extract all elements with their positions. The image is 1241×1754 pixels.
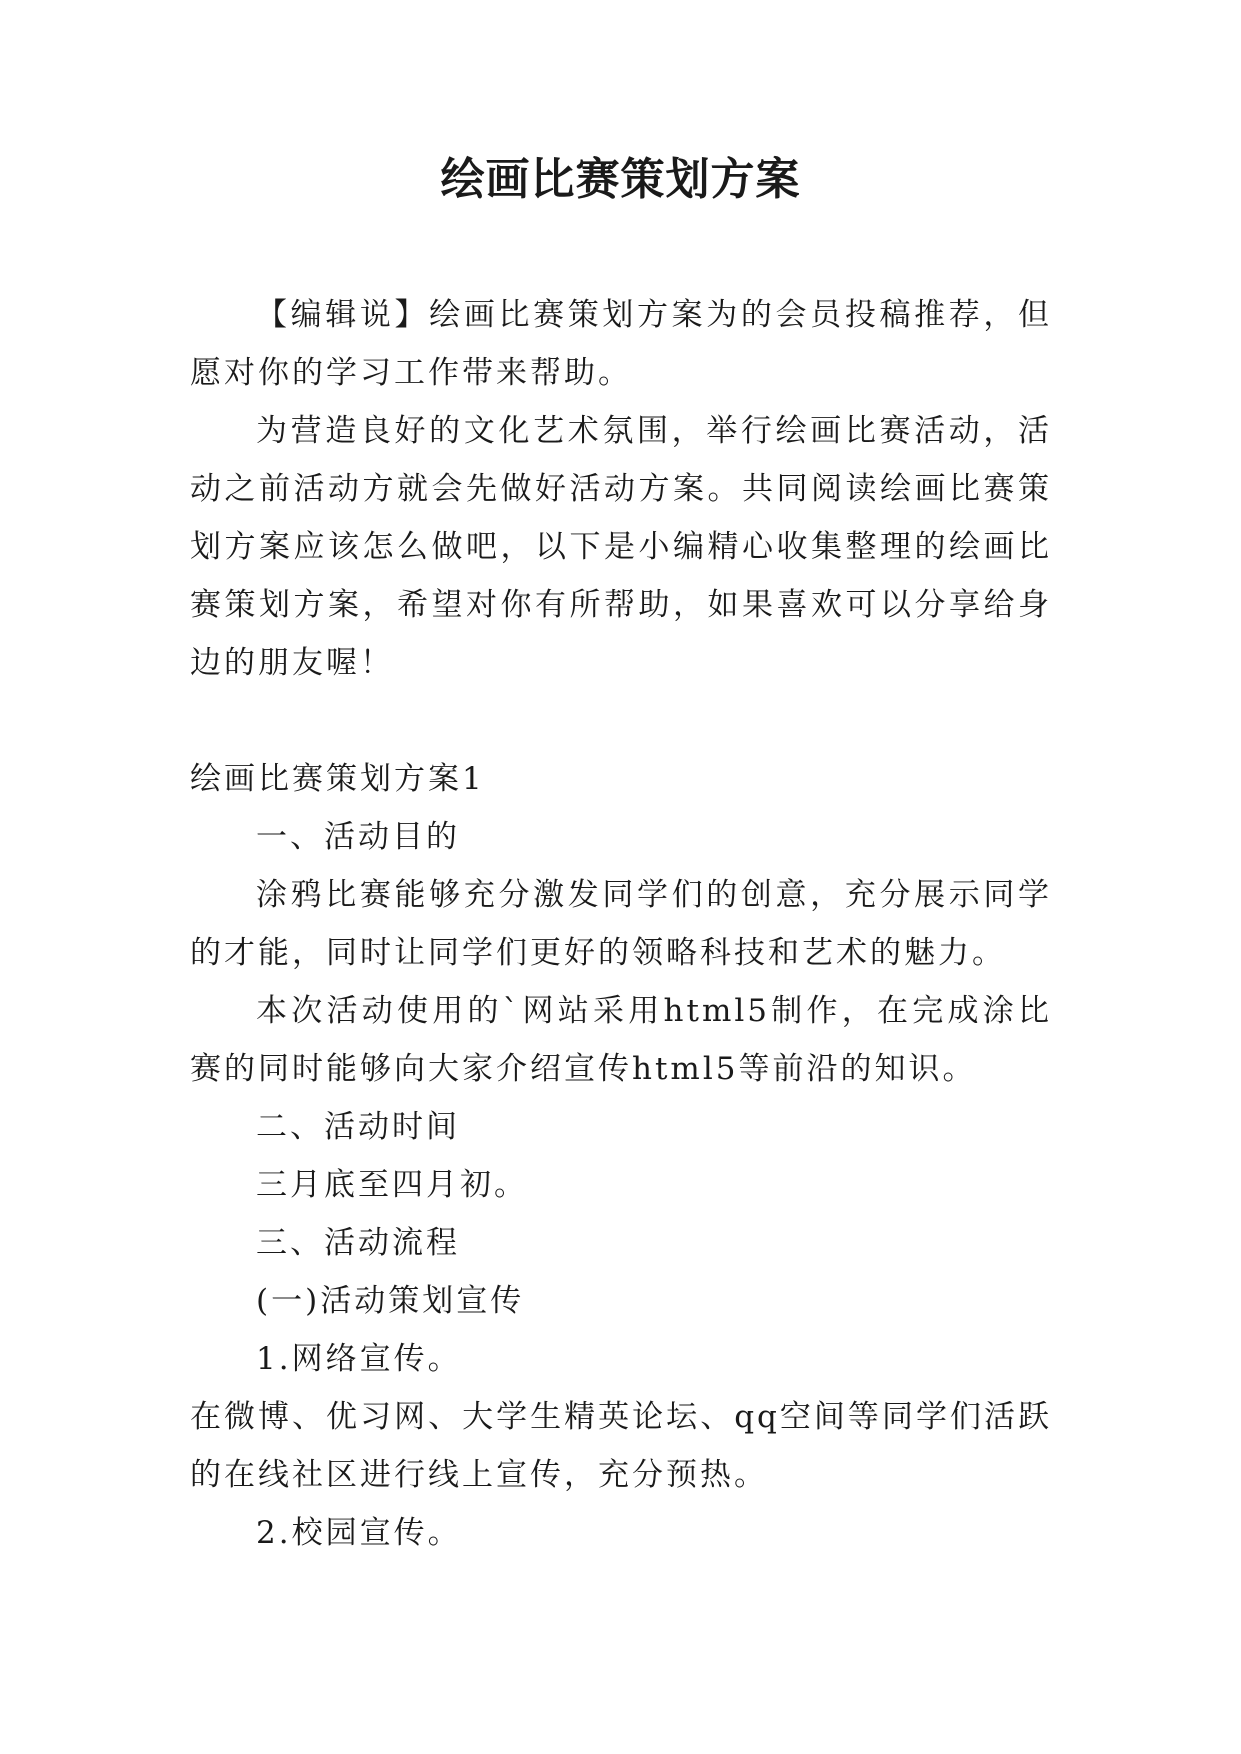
online-promotion-paragraph: 在微博、优习网、大学生精英论坛、qq空间等同学们活跃的在线社区进行线上宣传，充分预热。	[190, 1399, 1052, 1493]
time-paragraph: 三月底至四月初。	[256, 1167, 528, 1203]
section-heading-plan-1: 绘画比赛策划方案1	[190, 761, 485, 797]
document-body	[190, 286, 1052, 1562]
purpose-paragraph-1: 涂鸦比赛能够充分激发同学们的创意，充分展示同学的才能，同时让同学们更好的领略科技和艺术的魅力。	[190, 877, 1052, 971]
subheading-planning-promotion: (一)活动策划宣传	[256, 1283, 525, 1319]
editor-note-paragraph: 【编辑说】绘画比赛策划方案为的会员投稿推荐，但愿对你的学习工作带来帮助。	[190, 297, 1052, 391]
item-campus-promotion: 2.校园宣传。	[256, 1515, 462, 1551]
item-online-promotion: 1.网络宣传。	[256, 1341, 462, 1377]
heading-activity-process: 三、活动流程	[256, 1225, 460, 1261]
intro-paragraph: 为营造良好的文化艺术氛围，举行绘画比赛活动，活动之前活动方就会先做好活动方案。共同阅读绘画比赛策划方案应该怎么做吧，以下是小编精心收集整理的绘画比赛策划方案，希望对你有所帮助，如果喜欢可以分享给身边的朋友喔！	[190, 413, 1052, 681]
heading-activity-time: 二、活动时间	[256, 1109, 460, 1145]
document-title: 绘画比赛策划方案	[440, 154, 801, 205]
purpose-paragraph-2: 本次活动使用的`网站采用html5制作，在完成涂比赛的同时能够向大家介绍宣传html5等前沿的知识。	[190, 993, 1052, 1087]
heading-activity-purpose: 一、活动目的	[256, 819, 460, 855]
